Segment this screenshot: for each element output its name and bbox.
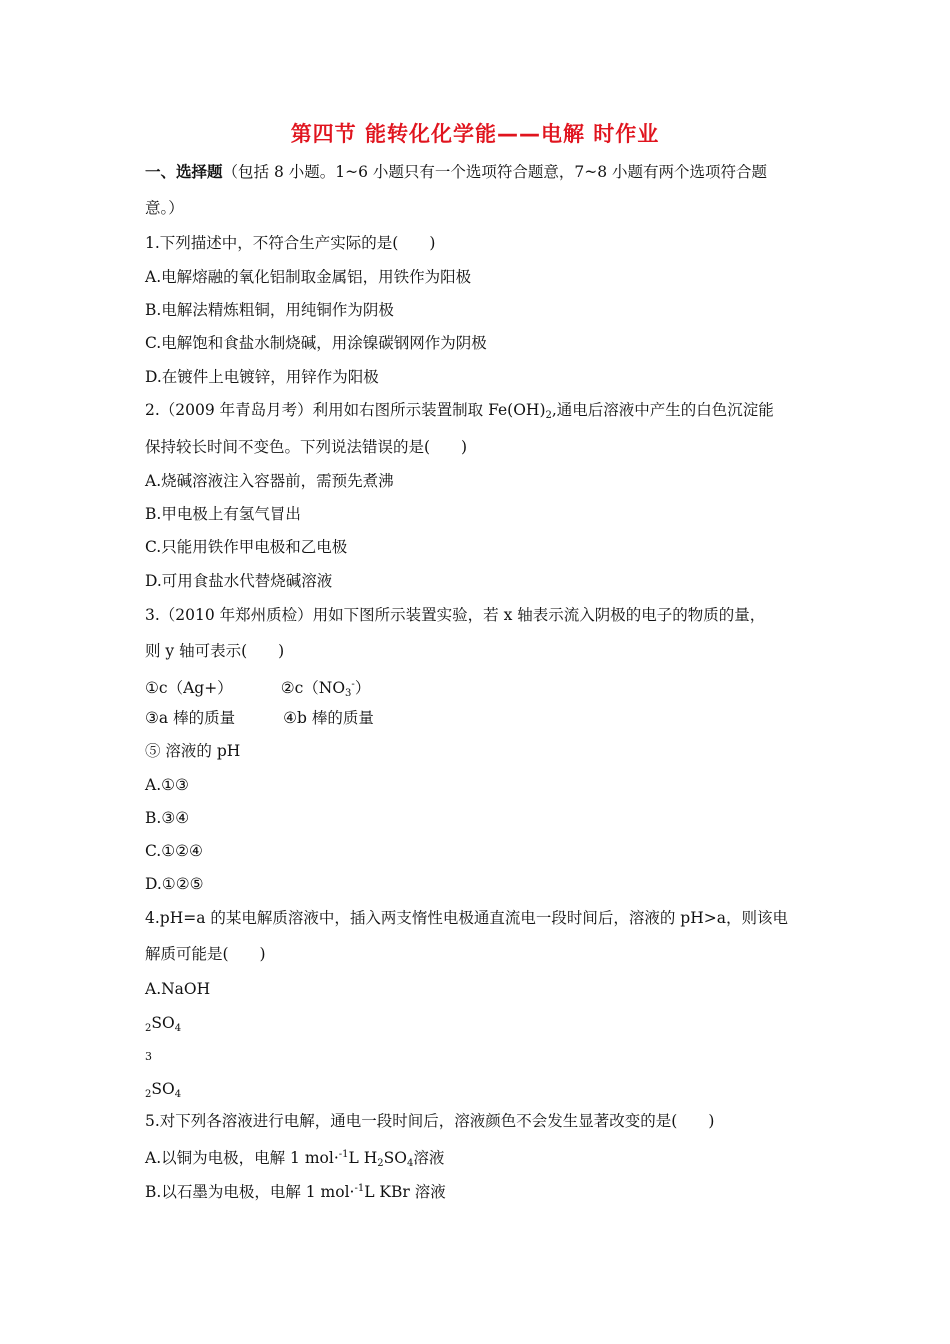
q1-option-a: A.电解熔融的氧化铝制取金属铝，用铁作为阳极: [145, 268, 472, 286]
q4-option-d: $_2SO_4$: [145, 1080, 182, 1100]
q3-choice-5: ⑤ 溶液的 pH: [145, 742, 241, 760]
q4-stem: 4.pH=a 的某电解质溶液中，插入两支惰性电极通直流电一段时间后，溶液的 pH>a，则该电: [145, 909, 788, 927]
q4-option-c: 3: [145, 1050, 152, 1063]
q2-stem-text: 2.（2009 年青岛月考）利用如右图所示装置制取 Fe(OH): [145, 401, 546, 419]
q3-choice-3: ③a 棒的质量: [145, 709, 236, 727]
q3-option-a: A.①③: [145, 776, 189, 794]
q4-stem-line2: 解质可能是( ): [145, 945, 266, 963]
q1-option-d: D.在镀件上电镀锌，用锌作为阳极: [145, 368, 379, 386]
q3-choice-2: $②c(NO_3^-)$: [280, 679, 371, 699]
q5-option-b: B.以石墨为电极，电解 1 mol·$^{-1}$L KBr 溶液: [145, 1183, 446, 1201]
q1-option-c: C.电解饱和食盐水制烧碱，用涂镍碳钢网作为阴极: [145, 334, 487, 352]
q1-stem: 1.下列描述中，不符合生产实际的是( ): [145, 234, 436, 252]
section-label: 一、选择题: [145, 163, 223, 181]
q3-stem: 3.（2010 年郑州质检）用如下图所示装置实验，若 x 轴表示流入阴极的电子的物质的量，: [145, 606, 766, 624]
q2-stem-line2: 保持较长时间不变色。下列说法错误的是( ): [145, 438, 468, 456]
q2-option-d: D.可用食盐水代替烧碱溶液: [145, 572, 333, 590]
section-desc: （包括 8 小题。1~6 小题只有一个选项符合题意，7~8 小题有两个选项符合题: [222, 163, 768, 181]
q2-option-a: A.烧碱溶液注入容器前，需预先煮沸: [145, 472, 394, 490]
q1-option-b: B.电解法精炼粗铜，用纯铜作为阴极: [145, 301, 394, 319]
q3-option-d: D.①②⑤: [145, 875, 204, 893]
q3-choices-row1: [145, 675, 370, 704]
q2-stem-text-cont: ,通电后溶液中产生的白色沉淀能: [551, 401, 774, 419]
q5-option-a: A.以铜为电极，电解 1 mol·$^{-1}$L $H_2SO_4$溶液: [145, 1149, 445, 1169]
q3-option-c: C.①②④: [145, 842, 203, 860]
page-title: 第四节 能转化化学能——电解 时作业: [290, 122, 660, 146]
section-desc-cont: 意。）: [145, 199, 184, 217]
q3-choice-4: ④b 棒的质量: [283, 709, 374, 727]
q2-option-c: C.只能用铁作甲电极和乙电极: [145, 538, 348, 556]
q4-option-a: A.NaOH: [145, 980, 211, 998]
q3-choice-1: ①c（Ag+）: [145, 679, 233, 697]
section-header: [145, 162, 767, 182]
q5-stem: 5.对下列各溶液进行电解，通电一段时间后，溶液颜色不会发生显著改变的是( ): [145, 1112, 715, 1130]
q3-stem-line2: 则 y 轴可表示( ): [145, 642, 285, 660]
q2-option-b: B.甲电极上有氢气冒出: [145, 505, 301, 523]
q3-option-b: B.③④: [145, 809, 190, 827]
q4-option-b: $_2SO_4$: [145, 1014, 182, 1034]
q2-stem-sub: 2: [545, 410, 552, 421]
q3-choices-row2: [145, 708, 374, 728]
q2-stem: [145, 400, 774, 426]
